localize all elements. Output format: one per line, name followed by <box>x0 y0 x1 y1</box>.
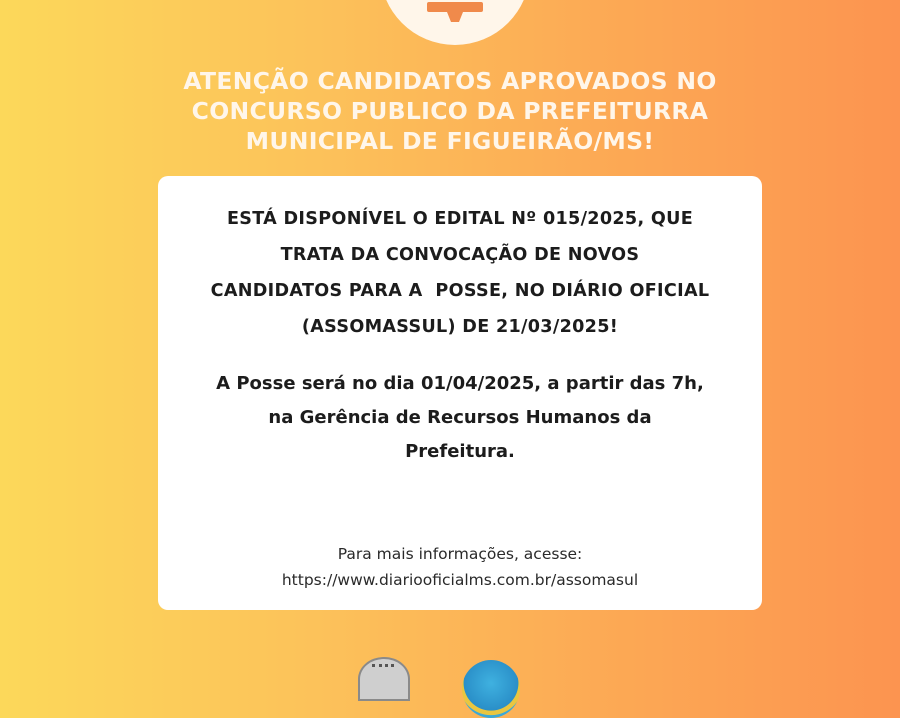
municipal-crest-icon <box>358 657 410 701</box>
info-link[interactable]: https://www.diariooficialms.com.br/assomasul <box>281 571 639 589</box>
headline <box>90 66 810 156</box>
headline-line-2: CONCURSO PUBLICO DA PREFEITURRA <box>191 97 709 125</box>
headline-line-3: MUNICIPAL DE FIGUEIRÃO/MS! <box>245 127 655 155</box>
posse-line-1: A Posse será no dia 01/04/2025, a partir das 7h, <box>216 373 704 394</box>
megaphone-badge <box>380 0 530 45</box>
posse-line-3: Prefeitura. <box>405 441 515 462</box>
headline-line-1: ATENÇÃO CANDIDATOS APROVADOS NO <box>183 67 717 95</box>
seal-icon <box>462 660 520 718</box>
notice-card <box>158 176 762 610</box>
megaphone-icon <box>423 0 487 26</box>
info-text: Para mais informações, acesse: <box>337 545 583 563</box>
posse-details <box>158 367 762 469</box>
posse-line-2: na Gerência de Recursos Humanos da <box>268 407 652 428</box>
edital-notice <box>158 201 762 345</box>
notice-line-1: ESTÁ DISPONÍVEL O EDITAL Nº 015/2025, QUE <box>226 209 694 229</box>
notice-line-4: (ASSOMASSUL) DE 21/03/2025! <box>301 317 619 337</box>
info-section <box>158 541 762 593</box>
notice-line-2: TRATA DA CONVOCAÇÃO DE NOVOS <box>280 245 640 265</box>
notice-line-3: CANDIDATOS PARA A POSSE, NO DIÁRIO OFICIAL <box>210 281 710 301</box>
